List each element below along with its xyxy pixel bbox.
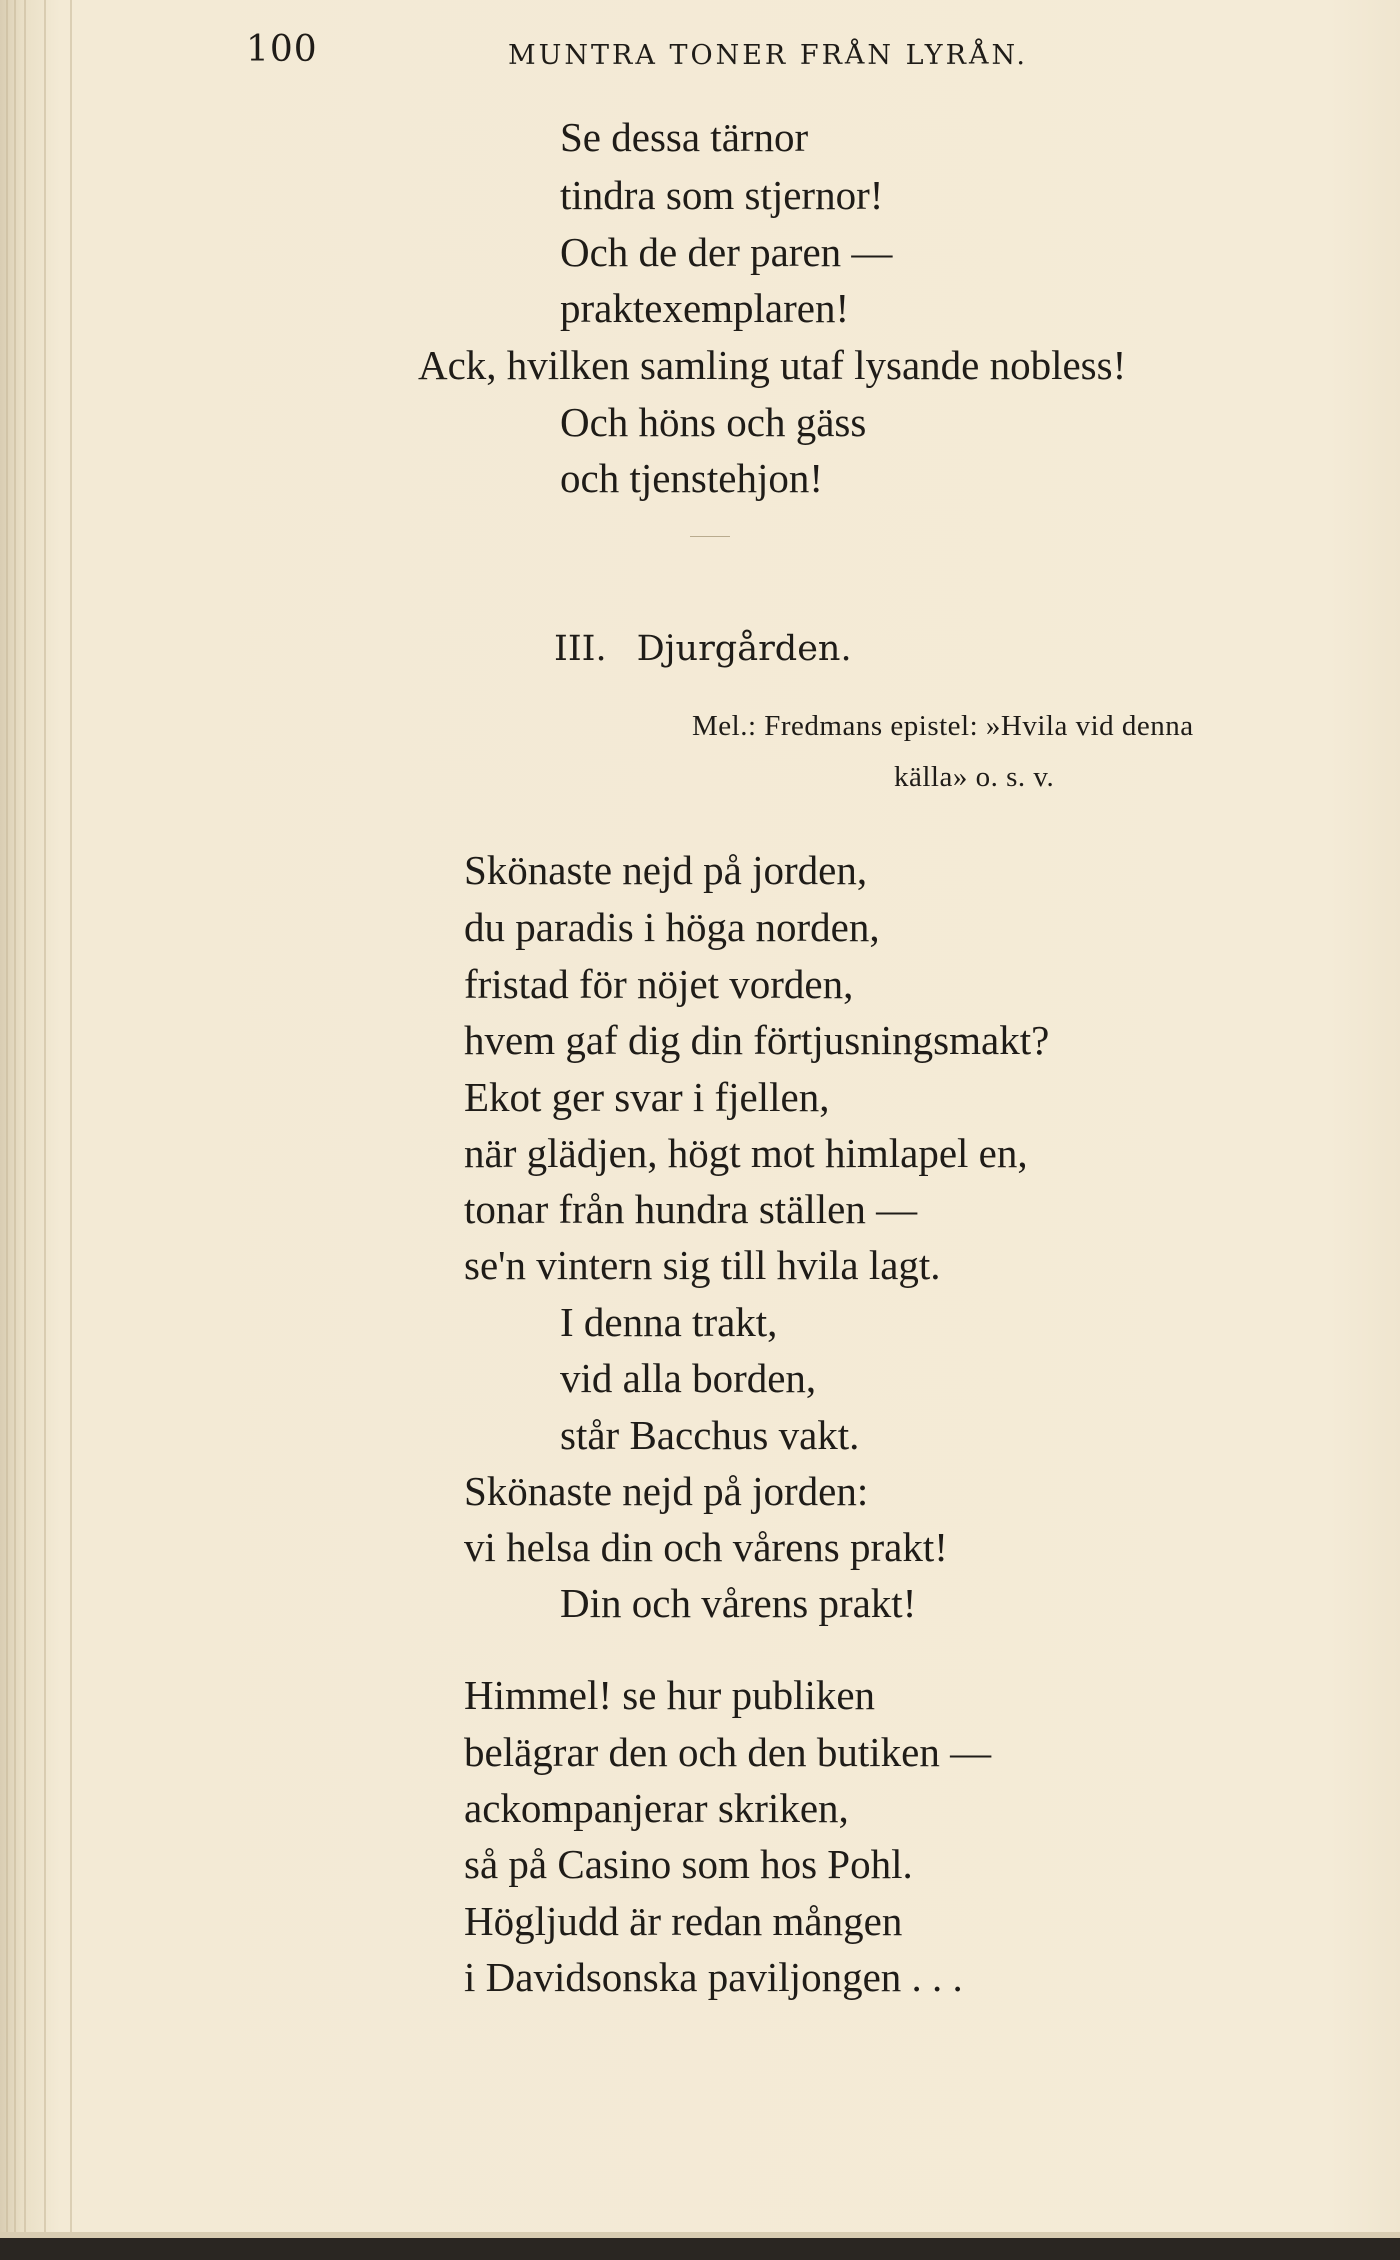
verse-line: Ekot ger svar i fjellen, (464, 1074, 830, 1120)
verse-line: se'n vintern sig till hvila lagt. (464, 1242, 941, 1288)
verse-line: Din och vårens prakt! (560, 1580, 917, 1626)
verse-line: Högljudd är redan mången (464, 1898, 903, 1944)
page-edge-shadow (0, 2238, 1400, 2260)
melody-note: källa» o. s. v. (894, 761, 1055, 793)
verse-line: så på Casino som hos Pohl. (464, 1841, 913, 1887)
verse-line: ackompanjerar skriken, (464, 1785, 849, 1831)
gutter-line (14, 0, 16, 2260)
gutter-line (24, 0, 26, 2260)
section-title: Djurgården. (636, 629, 852, 669)
section-heading (554, 627, 852, 671)
verse-line: Himmel! se hur publiken (464, 1672, 876, 1718)
verse-line: Ack, hvilken samling utaf lysande nobless! (418, 342, 1127, 388)
section-divider (690, 536, 730, 537)
verse-line: tonar från hundra ställen — (464, 1186, 918, 1232)
gutter-line (44, 0, 46, 2260)
verse-line: belägrar den och den butiken — (464, 1729, 992, 1775)
gutter-line (70, 0, 72, 2260)
verse-line: Och de der paren — (560, 229, 893, 275)
section-number: III. (554, 629, 607, 669)
gutter-line (6, 0, 8, 2260)
verse-line: tindra som stjernor! (560, 172, 884, 218)
verse-line: praktexemplaren! (560, 285, 850, 331)
verse-line: i Davidsonska paviljongen . . . (464, 1954, 963, 2000)
verse-line: och tjenstehjon! (560, 455, 824, 501)
verse-line: står Bacchus vakt. (560, 1412, 860, 1458)
verse-line: I denna trakt, (560, 1299, 778, 1345)
verse-line: Skönaste nejd på jorden: (464, 1468, 869, 1514)
running-head: MUNTRA TONER FRÅN LYRÅN. (508, 40, 1028, 71)
page-number: 100 (246, 29, 318, 70)
verse-line: vid alla borden, (560, 1355, 817, 1401)
verse-line: du paradis i höga norden, (464, 904, 880, 950)
verse-line: Skönaste nejd på jorden, (464, 847, 868, 893)
verse-line: fristad för nöjet vorden, (464, 961, 854, 1007)
verse-line: hvem gaf dig din förtjusningsmakt? (464, 1017, 1050, 1063)
verse-line: när glädjen, högt mot himlapel en, (464, 1130, 1028, 1176)
verse-line: vi helsa din och vårens prakt! (464, 1524, 948, 1570)
melody-note: Mel.: Fredmans epistel: »Hvila vid denna (692, 710, 1194, 742)
verse-line: Se dessa tärnor (560, 114, 809, 160)
verse-line: Och höns och gäss (560, 399, 867, 445)
